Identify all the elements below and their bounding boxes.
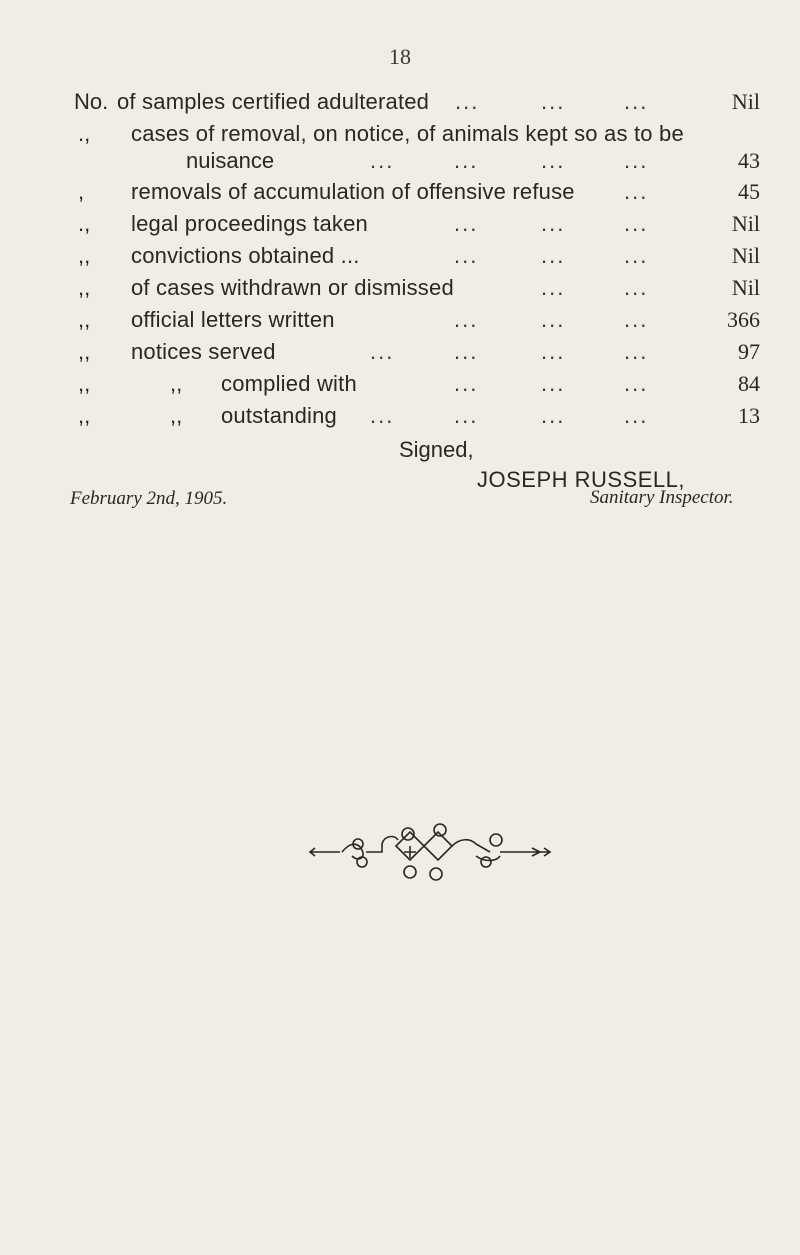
page-number: 18 bbox=[389, 44, 411, 69]
row-label: legal proceedings taken bbox=[131, 211, 368, 236]
row-label: cases of removal, on notice, of animals kept so as to be bbox=[131, 121, 684, 146]
list-item bbox=[0, 176, 800, 208]
list-item bbox=[0, 272, 800, 304]
list-item bbox=[0, 368, 800, 400]
row-value: Nil bbox=[731, 243, 760, 268]
list-item bbox=[0, 145, 800, 177]
dot-leader: ... bbox=[624, 211, 649, 236]
ditto-mark: ,, bbox=[78, 243, 91, 268]
dot-leader: ... bbox=[541, 307, 566, 332]
ditto-mark: ., bbox=[78, 121, 91, 146]
row-value: 84 bbox=[738, 371, 760, 396]
ditto-mark: ., bbox=[78, 211, 91, 236]
row-label: convictions obtained ... bbox=[131, 243, 360, 268]
dot-leader: ... bbox=[541, 403, 566, 428]
row-label: notices served bbox=[131, 339, 276, 364]
dot-leader: ... bbox=[624, 89, 649, 114]
dot-leader: ... bbox=[370, 403, 395, 428]
dot-leader: ... bbox=[541, 371, 566, 396]
row-label: outstanding bbox=[221, 403, 337, 428]
dot-leader: ... bbox=[624, 403, 649, 428]
row-value: Nil bbox=[731, 211, 760, 236]
dot-leader: ... bbox=[454, 307, 479, 332]
dot-leader: ... bbox=[541, 275, 566, 300]
dot-leader: ... bbox=[541, 339, 566, 364]
row-value: 43 bbox=[738, 148, 760, 173]
dot-leader: ... bbox=[454, 339, 479, 364]
row-value: 366 bbox=[727, 307, 760, 332]
dot-leader: ... bbox=[624, 371, 649, 396]
dot-leader: ... bbox=[370, 339, 395, 364]
ditto-mark: ,, bbox=[78, 307, 91, 332]
ditto-mark: ,, bbox=[78, 403, 91, 428]
dot-leader: ... bbox=[624, 179, 649, 204]
signatory-name: JOSEPH RUSSELL, bbox=[477, 467, 686, 492]
row-label: removals of accumulation of offensive refuse bbox=[131, 179, 575, 204]
dot-leader: ... bbox=[541, 211, 566, 236]
list-item bbox=[0, 240, 800, 272]
list-item bbox=[0, 400, 800, 432]
row-value: Nil bbox=[731, 89, 760, 114]
dot-leader: ... bbox=[624, 275, 649, 300]
ditto-mark: ,, bbox=[78, 371, 91, 396]
dot-leader: ... bbox=[454, 403, 479, 428]
dot-leader: ... bbox=[541, 243, 566, 268]
row-value: Nil bbox=[731, 275, 760, 300]
ditto-mark: , bbox=[78, 179, 85, 204]
dot-leader: ... bbox=[370, 148, 395, 173]
signed-label: Signed, bbox=[399, 437, 474, 462]
dot-leader: ... bbox=[624, 307, 649, 332]
dot-leader: ... bbox=[455, 89, 480, 114]
dot-leader: ... bbox=[454, 148, 479, 173]
row-label: official letters written bbox=[131, 307, 335, 332]
date: February 2nd, 1905. bbox=[70, 488, 228, 509]
signatory-title: Sanitary Inspector. bbox=[590, 487, 734, 508]
row-value: 97 bbox=[738, 339, 760, 364]
row-label: complied with bbox=[221, 371, 357, 396]
ditto-mark: ,, bbox=[78, 339, 91, 364]
list-item bbox=[0, 336, 800, 368]
ditto-mark: ,, bbox=[170, 403, 183, 428]
row-label: of samples certified adulterated bbox=[117, 89, 430, 114]
row-label: of cases withdrawn or dismissed bbox=[131, 275, 454, 300]
ditto-mark: ,, bbox=[170, 371, 183, 396]
row-prefix: No. bbox=[74, 89, 109, 114]
ditto-mark: ,, bbox=[78, 275, 91, 300]
dot-leader: ... bbox=[454, 243, 479, 268]
dot-leader: ... bbox=[624, 339, 649, 364]
decorative-ornament bbox=[300, 822, 560, 882]
dot-leader: ... bbox=[454, 211, 479, 236]
dot-leader: ... bbox=[624, 243, 649, 268]
dot-leader: ... bbox=[541, 89, 566, 114]
list-item bbox=[0, 304, 800, 336]
row-label-continuation: nuisance bbox=[186, 148, 275, 173]
dot-leader: ... bbox=[624, 148, 649, 173]
row-value: 13 bbox=[738, 403, 760, 428]
dot-leader: ... bbox=[541, 148, 566, 173]
dot-leader: ... bbox=[454, 371, 479, 396]
list-item bbox=[0, 208, 800, 240]
list-item bbox=[0, 86, 800, 118]
row-value: 45 bbox=[738, 179, 760, 204]
